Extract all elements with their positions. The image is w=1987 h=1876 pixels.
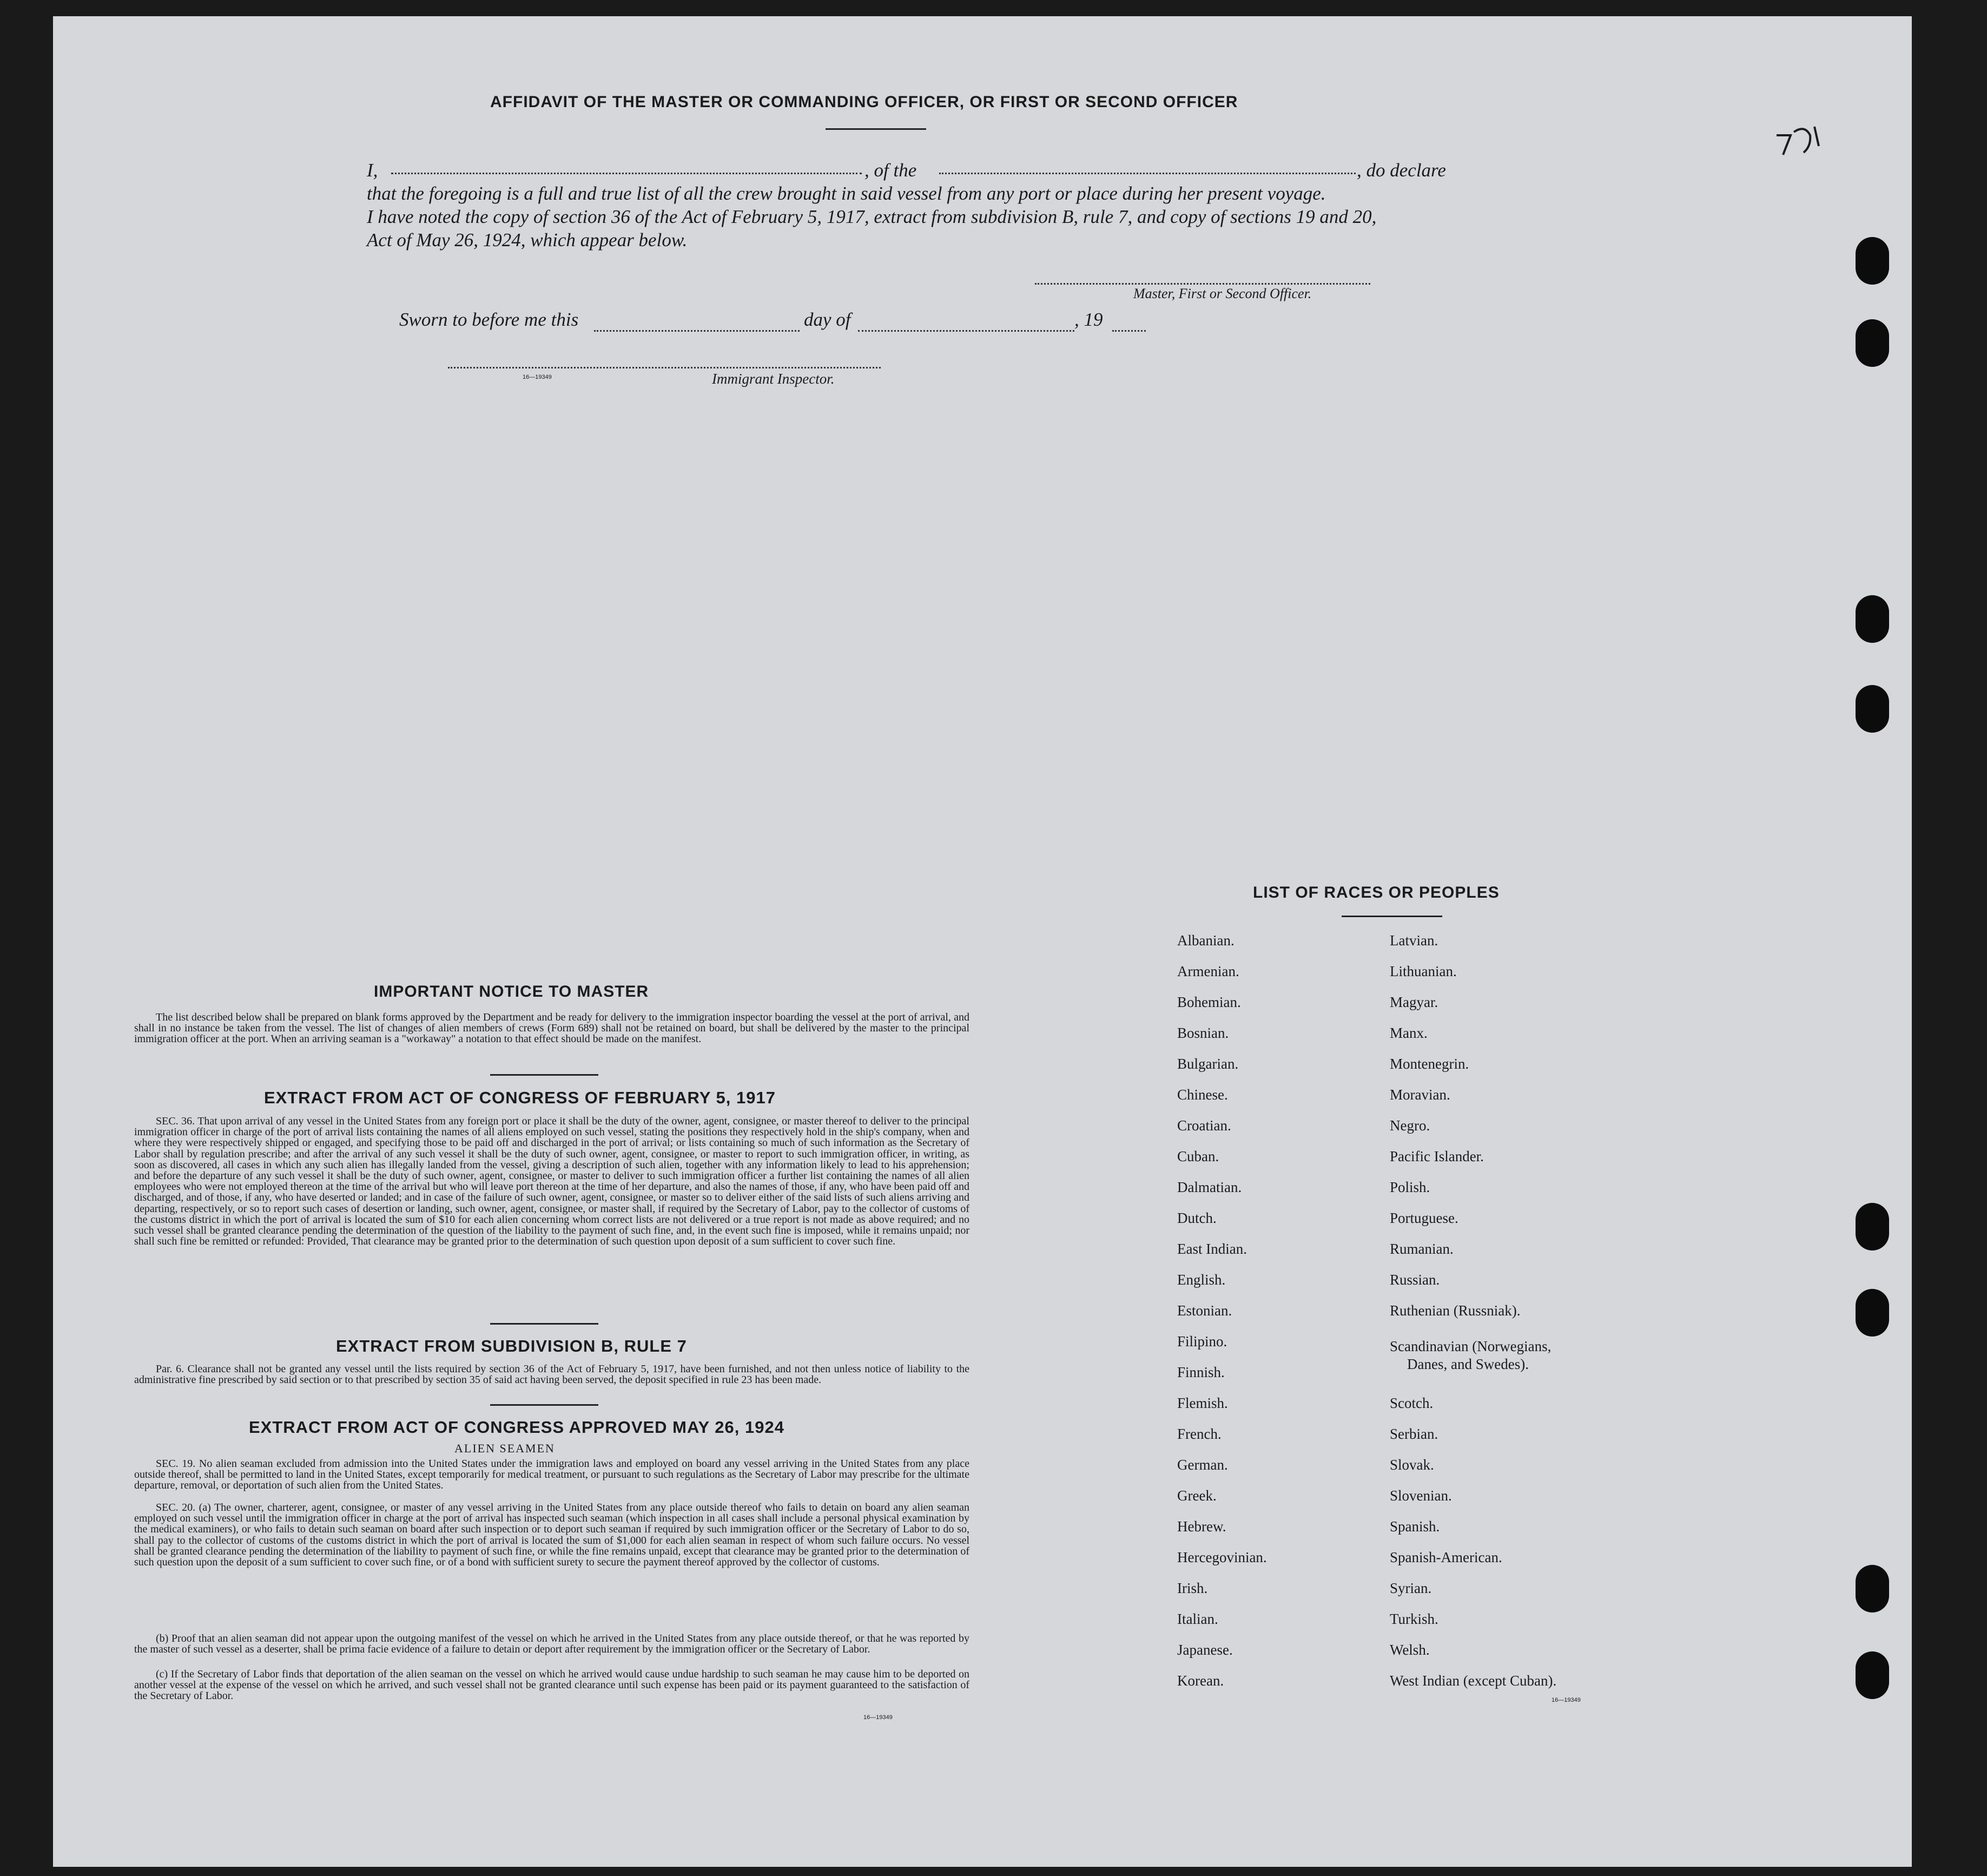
race-left: Dutch. (1177, 1210, 1217, 1226)
affidavit-title: AFFIDAVIT OF THE MASTER OR COMMANDING OFFICER, OR FIRST OR SECOND OFFICER (490, 93, 1238, 111)
race-right: Ruthenian (Russniak). (1390, 1302, 1521, 1319)
race-right: Scotch. (1390, 1395, 1434, 1411)
race-left: Albanian. (1177, 932, 1235, 949)
race-left: English. (1177, 1272, 1226, 1288)
affidavit-line-4: Act of May 26, 1924, which appear below. (367, 229, 688, 251)
punch-hole (1856, 1565, 1889, 1612)
extract-rule7-title: EXTRACT FROM SUBDIVISION B, RULE 7 (336, 1337, 687, 1355)
punch-hole (1856, 319, 1889, 367)
extract-1924-sec20c: (c) If the Secretary of Labor finds that deportation of the alien seaman on the vessel on which he arrived would cause undue hardship to such seaman he may cause him to be deported on another vessel at the expense of the vessel on which he arrived, and such vessel shall not be granted clearance until such expense has been paid or its payment guaranteed to the satisfaction of the Secretary of Labor. (134, 1668, 969, 1702)
form-number-top: 16—19349 (523, 374, 552, 380)
sworn-month-blank (858, 330, 1074, 332)
race-left: Hercegovinian. (1177, 1549, 1267, 1565)
extract-1917-text: SEC. 36. That upon arrival of any vessel in the United States from any foreign port or place it shall be the duty of the owner, agent, consignee, or master thereof to deliver to the principal immigration officer in charge of the port of arrival lists containing the names of all aliens employed on such vessel, stating the positions they respectively hold in the ship's company, when and where they were respectively shipped or engaged, and specifying those to be paid off and discharged in the port of arrival; or lists containing so much of such information as the Secretary of Labor shall by regulation prescribe; and after the arrival of any such vessel it shall be the duty of such owner, agent, consignee, or master to report to such immigration officer, in writing, as soon as discovered, all cases in which any such alien has illegally landed from the vessel, giving a description of such alien, together with any information likely to lead to his apprehension; and before the departure of any such vessel it shall be the duty of such owner, agent, consignee, or master to deliver to such immigration officer a further list containing the names of all alien employees who were not employed thereon at the time of the arrival but who will leave port thereon at the time of her departure, and also the names of those, if any, who have been paid off and discharged, and of those, if any, who have deserted or landed; and in case of the failure of such owner, agent, consignee, or master so to deliver either of the said lists of such aliens arriving and departing, respectively, or so to report such cases of desertion or landing, such owner, agent, consignee, or master shall, if required by the Secretary of Labor, pay to the collector of customs of the customs district in which the port of arrival is located the sum of $10 for each alien concerning whom correct lists are not delivered or a true report is not made as above required; and no such vessel shall be granted clearance pending the determination of the question of the liability to the payment of such fine, and, in the event such fine is imposed, while it remains unpaid; nor shall such fine be remitted or refunded: Provided, That clearance may be granted prior to the determination of such question upon deposit of a sum sufficient to cover such fine. (134, 1115, 969, 1248)
race-right: Manx. (1390, 1025, 1428, 1041)
punch-hole (1856, 1289, 1889, 1337)
inspector-caption: Immigrant Inspector. (712, 371, 835, 387)
form-number-left: 16—19349 (863, 1714, 893, 1721)
races-rule (1342, 916, 1442, 917)
race-left: German. (1177, 1457, 1228, 1473)
race-right: Negro. (1390, 1117, 1430, 1134)
race-left: Filipino. (1177, 1333, 1227, 1350)
race-left: Dalmatian. (1177, 1179, 1242, 1195)
document-page (53, 16, 1912, 1867)
race-right: Danes, and Swedes). (1407, 1356, 1529, 1372)
name-blank (391, 173, 862, 174)
race-left: French. (1177, 1426, 1222, 1442)
race-left: Irish. (1177, 1580, 1208, 1596)
race-left: Estonian. (1177, 1302, 1232, 1319)
sworn-year-blank (1112, 330, 1146, 332)
affidavit-line-3: I have noted the copy of section 36 of the Act of February 5, 1917, extract from subdivision B, rule 7, and copy of sections 19 and 20, (367, 206, 1377, 227)
race-right: Rumanian. (1390, 1241, 1454, 1257)
race-left: Greek. (1177, 1487, 1217, 1504)
race-right: Slovak. (1390, 1457, 1434, 1473)
race-left: Japanese. (1177, 1642, 1233, 1658)
race-left: Hebrew. (1177, 1518, 1226, 1535)
race-right: Spanish-American. (1390, 1549, 1502, 1565)
race-right: Pacific Islander. (1390, 1148, 1484, 1164)
race-left: Korean. (1177, 1673, 1224, 1689)
race-right: Welsh. (1390, 1642, 1430, 1658)
race-left: Finnish. (1177, 1364, 1225, 1380)
race-left: Italian. (1177, 1611, 1218, 1627)
extract-1917-title: EXTRACT FROM ACT OF CONGRESS OF FEBRUARY 5, 1917 (264, 1088, 776, 1107)
extract-1924-title: EXTRACT FROM ACT OF CONGRESS APPROVED MAY 26, 1924 (249, 1418, 784, 1437)
race-left: Bohemian. (1177, 994, 1241, 1010)
race-right: Russian. (1390, 1272, 1440, 1288)
race-left: Armenian. (1177, 963, 1239, 979)
title-rule (826, 128, 926, 130)
race-right: Moravian. (1390, 1087, 1450, 1103)
race-right: Polish. (1390, 1179, 1430, 1195)
punch-hole (1856, 237, 1889, 285)
race-right: Montenegrin. (1390, 1056, 1469, 1072)
vessel-blank (939, 173, 1356, 174)
affidavit-i-label: I, (367, 160, 378, 181)
affidavit-of-the: , of the (864, 160, 917, 181)
race-right: Lithuanian. (1390, 963, 1457, 979)
extract-1924-sec20a: SEC. 20. (a) The owner, charterer, agent, consignee, or master of any vessel arriving in the United States from any place outside thereof who fails to detain on board any alien seaman employed on such vessel until the immigration officer in charge at the port of arrival has inspected such seaman (which inspection in all cases shall include a personal physical examination by the medical examiners), or who fails to detain such seaman on board after such inspection or to deport such seaman if required by such immigration officer or the Secretary of Labor to do so, shall pay to the collector of customs of the customs district in which the port of arrival is located the sum of $1,000 for each alien seaman in respect of whom such failure occurs. No vessel shall be granted clearance pending the determination of the liability to payment of such fine, or while the fine remains unpaid, except that clearance may be granted prior to the determination of such question upon the deposit of a sum sufficient to cover such fine, or of a bond with sufficient surety to secure the payment thereof approved by the collector of customs. (134, 1502, 969, 1569)
notice-title: IMPORTANT NOTICE TO MASTER (374, 983, 649, 1000)
sworn-label: Sworn to before me this (399, 309, 579, 330)
officer-signature-blank (1035, 283, 1370, 285)
race-left: Bulgarian. (1177, 1056, 1239, 1072)
race-left: East Indian. (1177, 1241, 1247, 1257)
race-left: Chinese. (1177, 1087, 1228, 1103)
officer-caption: Master, First or Second Officer. (1133, 286, 1312, 301)
handwritten-mark (1772, 114, 1832, 162)
race-right: Magyar. (1390, 994, 1438, 1010)
sworn-day-blank (594, 330, 800, 332)
race-right: West Indian (except Cuban). (1390, 1673, 1557, 1689)
race-right: Serbian. (1390, 1426, 1438, 1442)
race-right: Turkish. (1390, 1611, 1438, 1627)
notice-text: The list described below shall be prepared on blank forms approved by the Department and be ready for delivery to the immigration inspector boarding the vessel at the port of arrival, and shall in no instance be taken from the vessel. The list of changes of alien members of crews (Form 689) shall not be retained on board, but shall be delivered by the master to the principal immigration officer at the port. When an arriving seaman is a "workaway" a notation to that effect should be made on the manifest. (134, 1011, 969, 1045)
extract-rule7-rule (490, 1404, 598, 1406)
notice-rule (490, 1074, 598, 1076)
extract-1924-sec20b: (b) Proof that an alien seaman did not appear upon the outgoing manifest of the vessel on which he arrived in the United States from any place outside thereof, or that he was reported by the master of such vessel as a deserter, shall be prima facie evidence of a failure to detain or deport after requirement by the immigration officer or the Secretary of Labor. (134, 1633, 969, 1656)
race-right: Scandinavian (Norwegians, (1390, 1338, 1552, 1354)
races-title: LIST OF RACES OR PEOPLES (1253, 884, 1500, 901)
race-right: Spanish. (1390, 1518, 1440, 1535)
affidavit-do-declare: , do declare (1357, 160, 1446, 181)
day-of-label: day of (804, 309, 851, 330)
race-right: Latvian. (1390, 932, 1438, 949)
punch-hole (1856, 685, 1889, 733)
affidavit-line-2: that the foregoing is a full and true list of all the crew brought in said vessel from any port or place during her present voyage. (367, 183, 1326, 204)
extract-1924-subtitle: ALIEN SEAMEN (454, 1441, 555, 1455)
race-left: Bosnian. (1177, 1025, 1229, 1041)
punch-hole (1856, 1203, 1889, 1250)
inspector-signature-blank (448, 367, 881, 368)
race-right: Slovenian. (1390, 1487, 1452, 1504)
year-prefix: , 19 (1074, 309, 1103, 330)
race-left: Flemish. (1177, 1395, 1228, 1411)
punch-hole (1856, 1651, 1889, 1699)
form-number-right: 16—19349 (1552, 1697, 1581, 1703)
race-right: Portuguese. (1390, 1210, 1458, 1226)
punch-hole (1856, 595, 1889, 643)
extract-1924-sec19: SEC. 19. No alien seaman excluded from admission into the United States under the immigration laws and employed on board any vessel arriving in the United States from any place outside thereof, shall be permitted to land in the United States, except temporarily for medical treatment, or pursuant to such regulations as the Secretary of Labor may prescribe for the ultimate departure, removal, or deportation of such alien from the United States. (134, 1458, 969, 1492)
race-left: Croatian. (1177, 1117, 1231, 1134)
extract-rule7-text: Par. 6. Clearance shall not be granted any vessel until the lists required by section 36 of the Act of February 5, 1917, have been furnished, and not then unless notice of liability to the administrative fine prescribed by said section or to that prescribed by section 35 of said act having been served, the deposit specified in rule 23 has been made. (134, 1363, 969, 1386)
race-left: Cuban. (1177, 1148, 1219, 1164)
race-right: Syrian. (1390, 1580, 1432, 1596)
extract-1917-rule (490, 1323, 598, 1325)
